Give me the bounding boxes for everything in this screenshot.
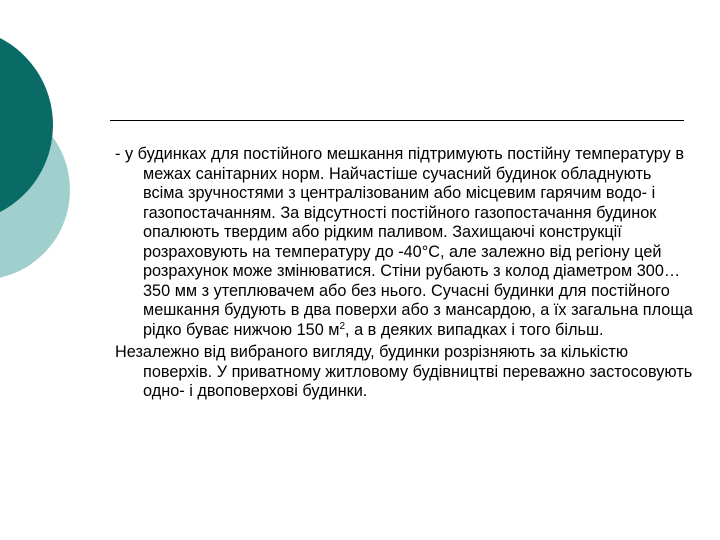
paragraph-text-tail: , а в деяких випадках і того більш. bbox=[345, 320, 604, 339]
paragraph-storeys: Незалежно від вибраного вигляду, будинки розрізняють за кількістю поверхів. У приватному житловому будівництві переважно застосовують одно- і двоповерхові будинки. bbox=[115, 343, 693, 400]
decorative-circles bbox=[0, 0, 120, 320]
superscript-square: 2 bbox=[339, 320, 346, 332]
paragraph-permanent-housing bbox=[115, 145, 695, 340]
text-body bbox=[115, 145, 695, 402]
paragraph-text: - у будинках для постійного мешкання підтримують постійну температуру в межах санітарних норм. Найчастіше сучасний будинок обладнують всіма зручностями з централізованим або місцевим гарячим водо- і газопостачанням. За відсутності постійного газопостачання будинок опалюють твердим або рідким паливом. Захищаючі конструкції розраховують на температуру до -40°С, але залежно від регіону цей розрахунок може змінюватися. Стіни рубають з колод діаметром 300…350 мм з утеплювачем або без нього. Сучасні будинки для постійного мешкання будують в два поверхи або з мансардою, а їх загальна площа рідко буває нижчою 150 м bbox=[115, 145, 693, 339]
horizontal-rule bbox=[110, 120, 684, 121]
